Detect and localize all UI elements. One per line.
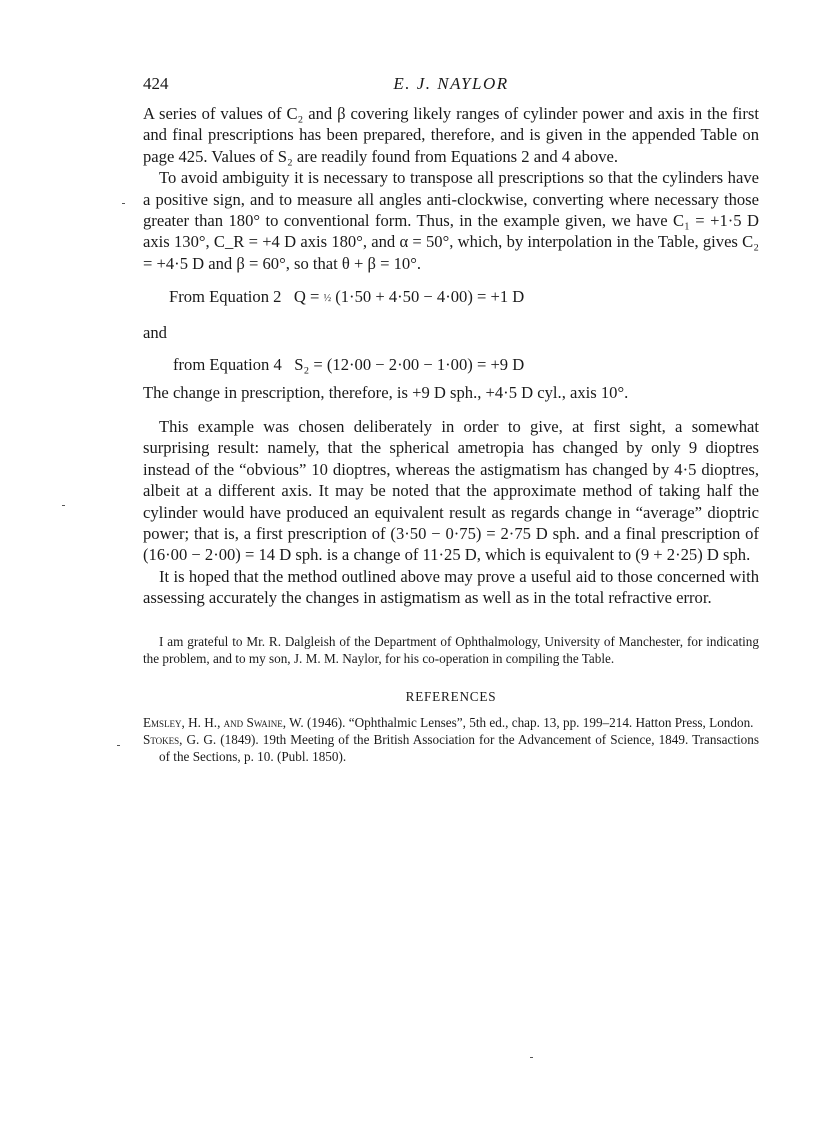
scan-speck [122,203,125,204]
article-body [143,103,759,765]
equation-q-rhs: (1·50 + 4·50 − 4·00) = +1 D [335,287,525,307]
paragraph-conclusion: It is hoped that the method outlined above may prove a useful aid to those concerned with assessing accurately the changes in astigmatism as well as in the total refractive error. [143,566,759,608]
equation-q-label: From Equation 2 [169,287,282,307]
paragraph-table-description: A series of values of C₂ and β covering likely ranges of cylinder power and axis in the first and final prescriptions has been prepared, therefore, and is given in the appended Table on page 425. Values of S₂ are readily found from Equations 2 and 4 above. [143,104,759,166]
equation-s2 [143,354,759,375]
equation-s2-expr: S₂ = (12·00 − 2·00 − 1·00) = +9 D [294,355,525,375]
paragraph-transpose-example: To avoid ambiguity it is necessary to transpose all prescriptions so that the cylinders have a positive sign, and to measure all angles anti-clockwise, converting where necessary those greater than 180° to conventional form. Thus, in the example given, we have C₁ = +1·5 D axis 130°, C_R = +4 D axis 180°, and α = 50°, which, by interpolation in the Table, gives C₂ = +4·5 D and β = 60°, so that θ + β = 10°. [143,168,759,273]
and-text: and [143,322,167,342]
running-head: E. J. NAYLOR [393,74,509,93]
references-heading: REFERENCES [405,688,497,704]
reference-authors: Stokes, G. G. [143,731,217,747]
page-number: 424 [143,74,169,93]
acknowledgement: I am grateful to Mr. R. Dalgleish of the Department of Ophthalmology, University of Manchester, for indicating the problem, and to my son, J. M. M. Naylor, for his co-operation in compiling the Table. [143,633,759,666]
equation-q-lhs: Q = [293,287,320,307]
reference-details: (1946). “Ophthalmic Lenses”, 5th ed., chap. 13, pp. 199–214. Hatton Press, London. [303,714,754,730]
equation-s2-label: from Equation 4 [173,355,282,375]
scan-speck [62,505,65,506]
reference-details: (1849). 19th Meeting of the British Association for the Advancement of Science, 1849. Transactions of the Sections, p. 10. (Publ. 1850). [159,731,759,764]
reference-item [143,714,759,731]
page-header [143,74,759,98]
scan-speck [530,1057,533,1058]
equation-q [143,286,759,310]
reference-item [143,731,759,765]
change-statement: The change in prescription, therefore, is +9 D sph., +4·5 D cyl., axis 10°. [143,383,629,403]
scan-speck [117,745,120,746]
equation-q-fraction: ½ [323,293,332,305]
reference-authors: Emsley, H. H., and Swaine, W. [143,714,304,730]
paragraph-surprising-result: This example was chosen deliberately in order to give, at first sight, a somewhat surprising result: namely, that the spherical ametropia has changed by only 9 dioptres instead of the “obvious” 10 dioptres, whereas the astigmatism has changed by 4·5 dioptres, albeit at a different axis. It may be noted that the approximate method of taking half the cylinder would have produced an equivalent result as regards change in “average” dioptric power; that is, a first prescription of (3·50 − 0·75) = 2·75 D sph. and a final prescription of (16·00 − 2·00) = 14 D sph. is a change of 11·25 D, which is equivalent to (9 + 2·25) D sph. [143,416,759,565]
